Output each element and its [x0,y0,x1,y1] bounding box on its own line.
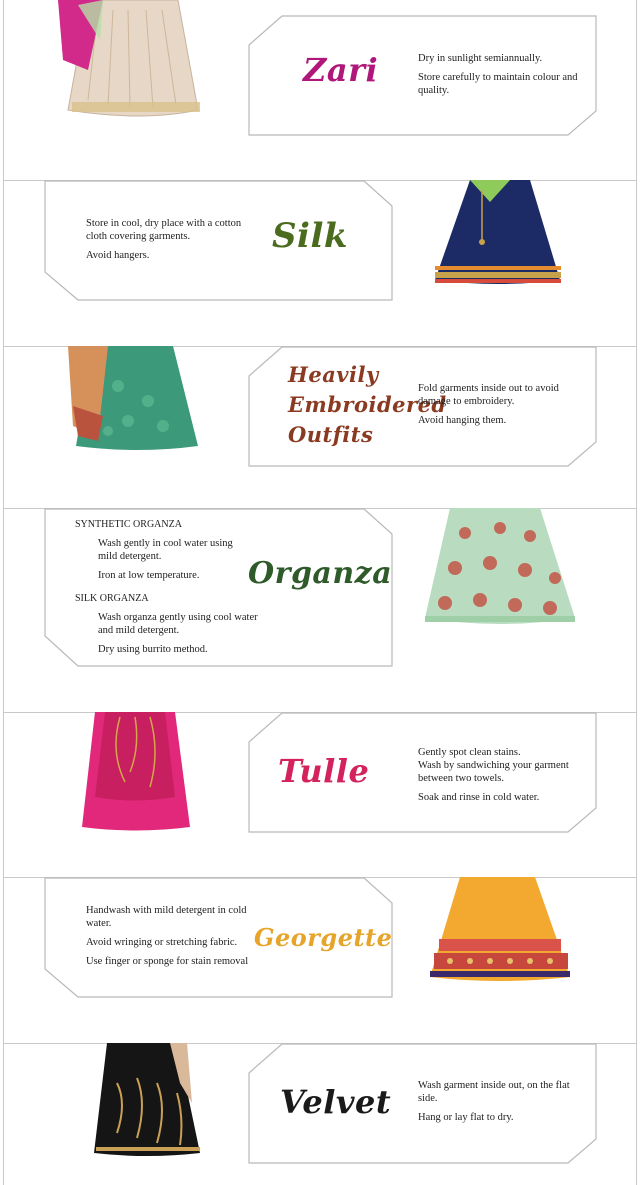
georgette-title: Georgette [254,923,393,952]
zari-care-text [418,52,583,103]
georgette-card [44,877,394,999]
embroidered-title-line: Heavily [288,362,379,387]
embroidered-title-line: Embroidered [288,392,447,417]
tulle-care-text [418,746,588,810]
care-line: Soak and rinse in cold water. [418,792,540,803]
embroidered-title-line: Outfits [288,422,374,447]
care-line: Avoid hanging them. [418,415,507,426]
georgette-skirt-image [425,877,575,992]
care-line: Gently spot clean stains. [418,747,521,758]
georgette-care-text [86,904,256,974]
care-line: Avoid wringing or stretching fabric. [86,937,238,948]
care-line: Dry in sunlight semiannually. [418,53,543,64]
care-line: Iron at low temperature. [98,570,200,581]
care-line: Store in cool, dry place with a cotton cloth covering garments. [86,218,242,242]
care-line: Store carefully to maintain colour and quality. [418,72,578,96]
care-line: Wash garment inside out, on the flat side. [418,1080,570,1104]
synthetic-organza-heading: SYNTHETIC ORGANZA [75,519,182,530]
tulle-title: Tulle [278,752,370,790]
velvet-skirt-image [92,1043,207,1163]
embroidered-card [248,346,598,468]
velvet-card [248,1043,598,1165]
silk-organza-heading: SILK ORGANZA [75,593,149,604]
zari-skirt-image [58,0,208,125]
zari-title: Zari [303,51,379,89]
silk-care-text [86,217,246,268]
care-line: Use finger or sponge for stain removal [86,956,249,967]
silk-card [44,180,394,302]
care-line: Hang or lay flat to dry. [418,1112,514,1123]
organza-skirt-image [420,508,580,638]
tulle-card [248,712,598,834]
silk-organza-text [98,611,258,662]
care-line: Dry using burrito method. [98,644,208,655]
care-line: Wash organza gently using cool water and mild detergent. [98,612,258,636]
silk-title: Silk [272,216,348,256]
tulle-skirt-image [80,712,195,837]
embroidered-care-text [418,382,588,433]
silk-skirt-image [430,180,570,295]
care-line: Wash gently in cool water using mild detergent. [98,538,233,562]
synthetic-organza-text [98,537,248,588]
embroidered-skirt-image [68,346,208,461]
organza-title: Organza [248,556,393,591]
care-line: Wash by sandwiching your garment between two towels. [418,760,569,784]
velvet-care-text [418,1079,588,1130]
care-line: Avoid hangers. [86,250,150,261]
care-line: Handwash with mild detergent in cold water. [86,905,247,929]
zari-card [248,15,598,137]
velvet-title: Velvet [280,1083,392,1121]
organza-card [44,508,394,668]
care-line: Fold garments inside out to avoid damage to embroidery. [418,383,559,407]
